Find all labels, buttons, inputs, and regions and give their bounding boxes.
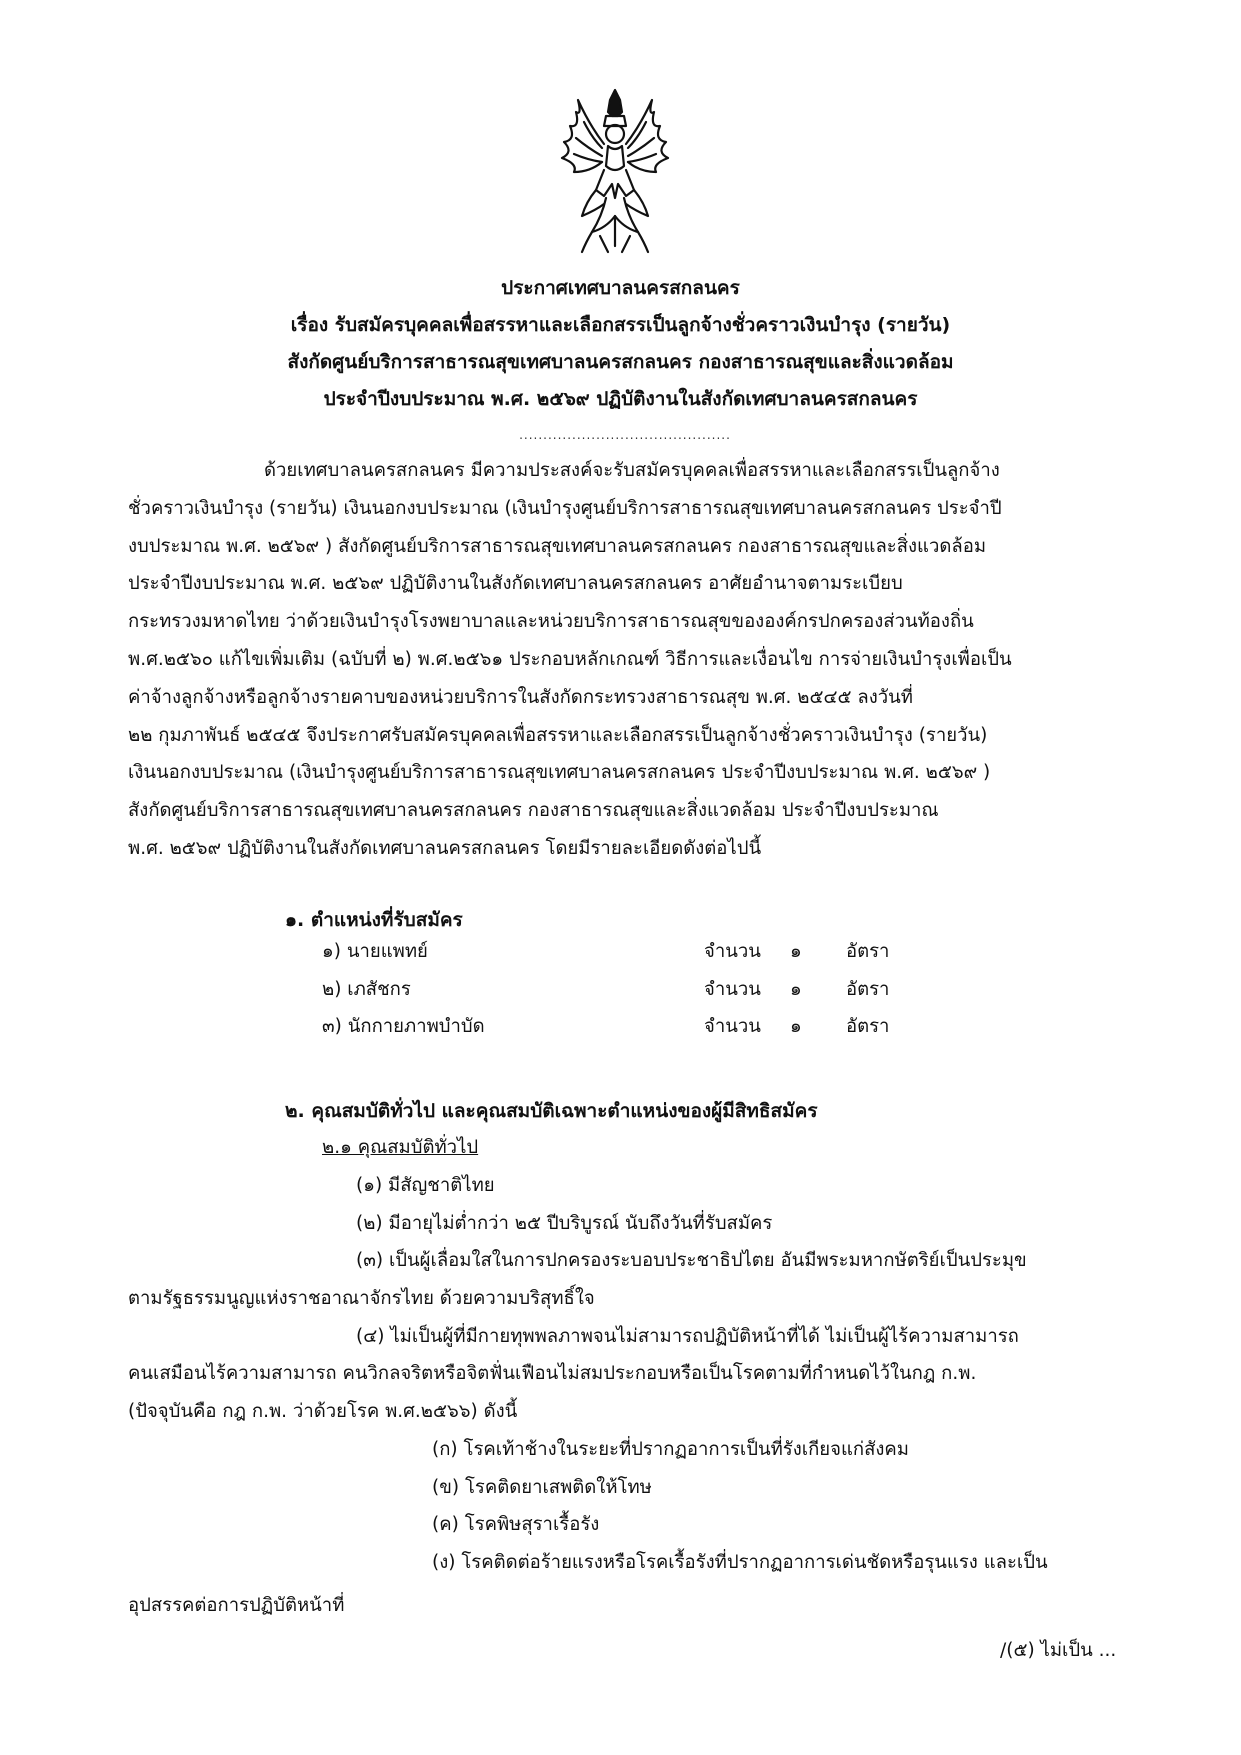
intro-line: เงินนอกงบประมาณ (เงินบำรุงศูนย์บริการสาธารณสุขเทศบาลนครสกลนคร ประจำปีงบประมาณ พ.ศ. ๒๕๖๙ ) xyxy=(128,762,991,784)
position-name: ๓) นักกายภาพบำบัด xyxy=(322,1016,485,1037)
intro-line: กระทรวงมหาดไทย ว่าด้วยเงินบำรุงโรงพยาบาลและหน่วยบริการสาธารณสุขขององค์กรปกครองส่วนท้องถิ่น xyxy=(128,611,974,633)
disease-item: (ง) โรคติดต่อร้ายแรงหรือโรคเรื้อรังที่ปรากฏอาการเด่นชัดหรือรุนแรง และเป็น xyxy=(432,1552,1048,1573)
continuation-note: /(๕) ไม่เป็น ... xyxy=(1000,1640,1117,1661)
position-row xyxy=(322,1009,942,1045)
section-1-heading: ๑. ตำแหน่งที่รับสมัคร xyxy=(285,909,463,931)
title-separator: ............................................ xyxy=(519,428,731,442)
position-unit: อัตรา xyxy=(846,941,890,962)
position-qty-label: จำนวน xyxy=(704,941,761,962)
position-row xyxy=(322,934,942,970)
position-name: ๑) นายแพทย์ xyxy=(322,941,428,962)
qualification-item: (๑) มีสัญชาติไทย xyxy=(356,1175,495,1196)
intro-line: สังกัดศูนย์บริการสาธารณสุขเทศบาลนครสกลนคร กองสาธารณสุขและสิ่งแวดล้อม ประจำปีงบประมาณ xyxy=(128,800,939,822)
position-name: ๒) เภสัชกร xyxy=(322,979,411,1000)
intro-line: พ.ศ. ๒๕๖๙ ปฏิบัติงานในสังกัดเทศบาลนครสกลนคร โดยมีรายละเอียดดังต่อไปนี้ xyxy=(128,837,762,859)
announcement-title xyxy=(0,270,1241,418)
title-line-3: สังกัดศูนย์บริการสาธารณสุขเทศบาลนครสกลนคร กองสาธารณสุขและสิ่งแวดล้อม xyxy=(287,351,954,373)
section-2-1-subheading: ๒.๑ คุณสมบัติทั่วไป xyxy=(322,1137,479,1158)
qualification-item-continued: คนเสมือนไร้ความสามารถ คนวิกลจริตหรือจิตฟั่นเฟือนไม่สมประกอบหรือเป็นโรคตามที่กำหนดไว้ในกฎ ก.พ. xyxy=(128,1363,977,1384)
title-line-2: เรื่อง รับสมัครบุคคลเพื่อสรรหาและเลือกสรรเป็นลูกจ้างชั่วคราวเงินบำรุง (รายวัน) xyxy=(290,314,951,336)
qualification-item: (๒) มีอายุไม่ต่ำกว่า ๒๕ ปีบริบูรณ์ นับถึงวันที่รับสมัคร xyxy=(356,1213,773,1234)
qualification-item-continued: ตามรัฐธรรมนูญแห่งราชอาณาจักรไทย ด้วยความบริสุทธิ์ใจ xyxy=(128,1288,595,1309)
disease-item: (ค) โรคพิษสุราเรื้อรัง xyxy=(432,1514,600,1535)
section-2-heading: ๒. คุณสมบัติทั่วไป และคุณสมบัติเฉพาะตำแหน่งของผู้มีสิทธิสมัคร xyxy=(285,1100,818,1122)
qualification-item: (๔) ไม่เป็นผู้ที่มีกายทุพพลภาพจนไม่สามารถปฏิบัติหน้าที่ได้ ไม่เป็นผู้ไร้ความสามารถ xyxy=(356,1326,1019,1347)
disease-item-continued: อุปสรรคต่อการปฏิบัติหน้าที่ xyxy=(128,1595,345,1616)
position-unit: อัตรา xyxy=(846,979,890,1000)
position-qty: ๑ xyxy=(790,941,802,962)
intro-line: งบประมาณ พ.ศ. ๒๕๖๙ ) สังกัดศูนย์บริการสาธารณสุขเทศบาลนครสกลนคร กองสาธารณสุขและสิ่งแวดล้อม xyxy=(128,535,987,557)
position-unit: อัตรา xyxy=(846,1016,890,1037)
position-qty-label: จำนวน xyxy=(704,979,761,1000)
intro-line: ด้วยเทศบาลนครสกลนคร มีความประสงค์จะรับสมัครบุคคลเพื่อสรรหาและเลือกสรรเป็นลูกจ้าง xyxy=(264,460,1000,481)
position-qty: ๑ xyxy=(790,1016,802,1037)
intro-line: ๒๒ กุมภาพันธ์ ๒๕๔๕ จึงประกาศรับสมัครบุคคลเพื่อสรรหาและเลือกสรรเป็นลูกจ้างชั่วคราวเงินบำรุง (รายวัน) xyxy=(128,724,988,746)
title-line-4: ประจำปีงบประมาณ พ.ศ. ๒๕๖๙ ปฏิบัติงานในสังกัดเทศบาลนครสกลนคร xyxy=(323,388,918,410)
intro-line: ชั่วคราวเงินบำรุง (รายวัน) เงินนอกงบประมาณ (เงินบำรุงศูนย์บริการสาธารณสุขเทศบาลนครสกลนคร ประจำปี xyxy=(128,497,1002,519)
position-row xyxy=(322,972,942,1008)
qualification-item-continued: (ปัจจุบันคือ กฎ ก.พ. ว่าด้วยโรค พ.ศ.๒๕๖๖) ดังนี้ xyxy=(128,1401,518,1422)
intro-line: ค่าจ้างลูกจ้างหรือลูกจ้างรายคาบของหน่วยบริการในสังกัดกระทรวงสาธารณสุข พ.ศ. ๒๕๔๕ ลงวันที่ xyxy=(128,686,913,708)
title-line-1: ประกาศเทศบาลนครสกลนคร xyxy=(501,277,740,299)
intro-line: พ.ศ.๒๕๖๐ แก้ไขเพิ่มเติม (ฉบับที่ ๒) พ.ศ.๒๕๖๑ ประกอบหลักเกณฑ์ วิธีการและเงื่อนไข การจ่ายเงินบำรุงเพื่อเป็น xyxy=(128,648,1012,670)
intro-line: ประจำปีงบประมาณ พ.ศ. ๒๕๖๙ ปฏิบัติงานในสังกัดเทศบาลนครสกลนคร อาศัยอำนาจตามระเบียบ xyxy=(128,573,903,595)
disease-item: (ก) โรคเท้าช้างในระยะที่ปรากฏอาการเป็นที่รังเกียจแก่สังคม xyxy=(432,1439,909,1460)
position-qty-label: จำนวน xyxy=(704,1016,761,1037)
position-qty: ๑ xyxy=(790,979,802,1000)
intro-paragraph xyxy=(128,452,1134,868)
qualification-item: (๓) เป็นผู้เลื่อมใสในการปกครองระบอบประชาธิปไตย อันมีพระมหากษัตริย์เป็นประมุข xyxy=(356,1250,1027,1271)
garuda-emblem-icon xyxy=(556,86,674,256)
disease-item: (ข) โรคติดยาเสพติดให้โทษ xyxy=(432,1477,652,1498)
